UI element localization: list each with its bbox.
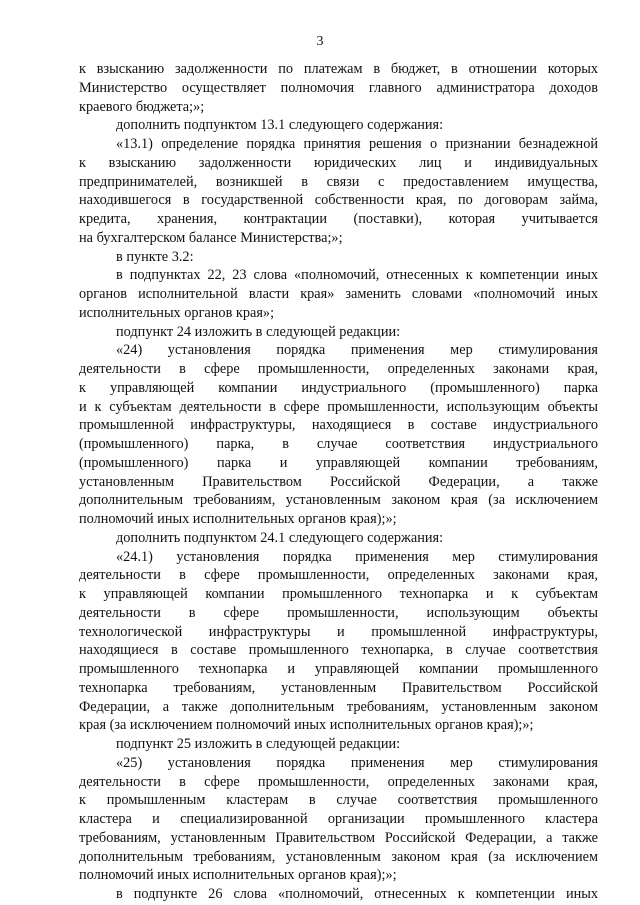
text-line: дополнительным требованиям, установленным законом края (за исключением bbox=[79, 848, 598, 865]
text-line: дополнительным требованиям, установленным законом края (за исключением bbox=[79, 492, 598, 509]
text-line: в подпункте 26 слова «полномочий, отнесенных к компетенции иных bbox=[116, 886, 598, 902]
text-line: деятельности в сфере промышленности, определенных законами края, bbox=[79, 361, 598, 377]
text-line: промышленного технопарка и управляющей компании промышленного bbox=[79, 661, 598, 677]
text-line: (промышленного) парка и управляющей компании требованиям, bbox=[79, 454, 598, 471]
document-body bbox=[79, 60, 598, 904]
page-number: 3 bbox=[316, 34, 324, 49]
text-line: дополнить подпунктом 24.1 следующего содержания: bbox=[116, 529, 444, 546]
text-line: в подпунктах 22, 23 слова «полномочий, отнесенных к компетенции иных bbox=[116, 267, 598, 284]
text-line: деятельности в сфере промышленности, использующим объекты bbox=[79, 604, 598, 621]
text-line: «24) установления порядка применения мер стимулирования bbox=[116, 342, 598, 359]
text-line: находившегося в государственной собственности края, по договорам займа, bbox=[79, 192, 598, 209]
text-line: и к субъектам деятельности в сфере промышленности, использующим объекты bbox=[79, 398, 598, 415]
text-line: краевого бюджета;»; bbox=[79, 98, 205, 115]
text-line: деятельности в сфере промышленности, определенных законами края, bbox=[79, 773, 598, 790]
text-line: деятельности в сфере промышленности, определенных законами края, bbox=[79, 567, 598, 584]
text-line: кластера и специализированной организации промышленного кластера bbox=[79, 811, 598, 827]
text-line: Министерство осуществляет полномочия главного администратора доходов bbox=[79, 79, 598, 96]
text-line: «13.1) определение порядка принятия решения о признании безнадежной bbox=[116, 136, 598, 152]
text-line: органов исполнительной власти края» заменить словами «полномочий иных bbox=[79, 286, 598, 302]
text-line: исполнительных органов края»; bbox=[79, 304, 275, 321]
text-line: к взысканию задолженности юридических лиц и индивидуальных bbox=[79, 154, 598, 171]
text-line: «25) установления порядка применения мер стимулирования bbox=[116, 754, 598, 771]
text-line: к взысканию задолженности по платежам в бюджет, в отношении которых bbox=[79, 61, 598, 77]
text-line: подпункт 24 изложить в следующей редакции: bbox=[116, 323, 401, 340]
text-line: предпринимателей, возникшей в связи с предоставлением имущества, bbox=[79, 173, 598, 190]
text-line: установленным Правительством Российской Федерации, а также bbox=[79, 473, 598, 490]
text-line: находящиеся в составе промышленного технопарка, в случае соответствия bbox=[79, 642, 598, 659]
text-line: технологической инфраструктуры и промышленной инфраструктуры, bbox=[79, 623, 598, 640]
text-line: подпункт 25 изложить в следующей редакции: bbox=[116, 736, 401, 752]
text-line: «24.1) установления порядка применения мер стимулирования bbox=[116, 548, 598, 565]
text-line: Федерации, а также дополнительным требованиям, установленным законом bbox=[79, 698, 598, 715]
text-line: на бухгалтерском балансе Министерства;»; bbox=[79, 229, 343, 246]
text-line: полномочий иных исполнительных органов края);»; bbox=[79, 867, 397, 884]
text-line: требованиям, установленным Правительством Российской Федерации, а также bbox=[79, 829, 598, 846]
text-line: промышленной инфраструктуры, находящиеся в составе индустриального bbox=[79, 417, 598, 434]
text-line: края (за исключением полномочий иных исполнительных органов края);»; bbox=[79, 717, 534, 734]
text-line: дополнить подпунктом 13.1 следующего содержания: bbox=[116, 117, 444, 134]
text-line: (промышленного) парка, в случае соответствия индустриального bbox=[79, 436, 598, 452]
text-line: к управляющей компании промышленного технопарка и к субъектам bbox=[79, 586, 598, 602]
text-line: в пункте 3.2: bbox=[116, 248, 194, 265]
text-line: к управляющей компании индустриального (промышленного) парка bbox=[79, 379, 598, 396]
text-line: технопарка требованиям, установленным Правительством Российской bbox=[79, 679, 598, 696]
text-line: полномочий иных исполнительных органов края);»; bbox=[79, 511, 397, 527]
text-line: кредита, хранения, контрактации (поставки), которая учитывается bbox=[79, 211, 598, 227]
text-line: к промышленным кластерам в случае соответствия промышленного bbox=[79, 792, 598, 809]
